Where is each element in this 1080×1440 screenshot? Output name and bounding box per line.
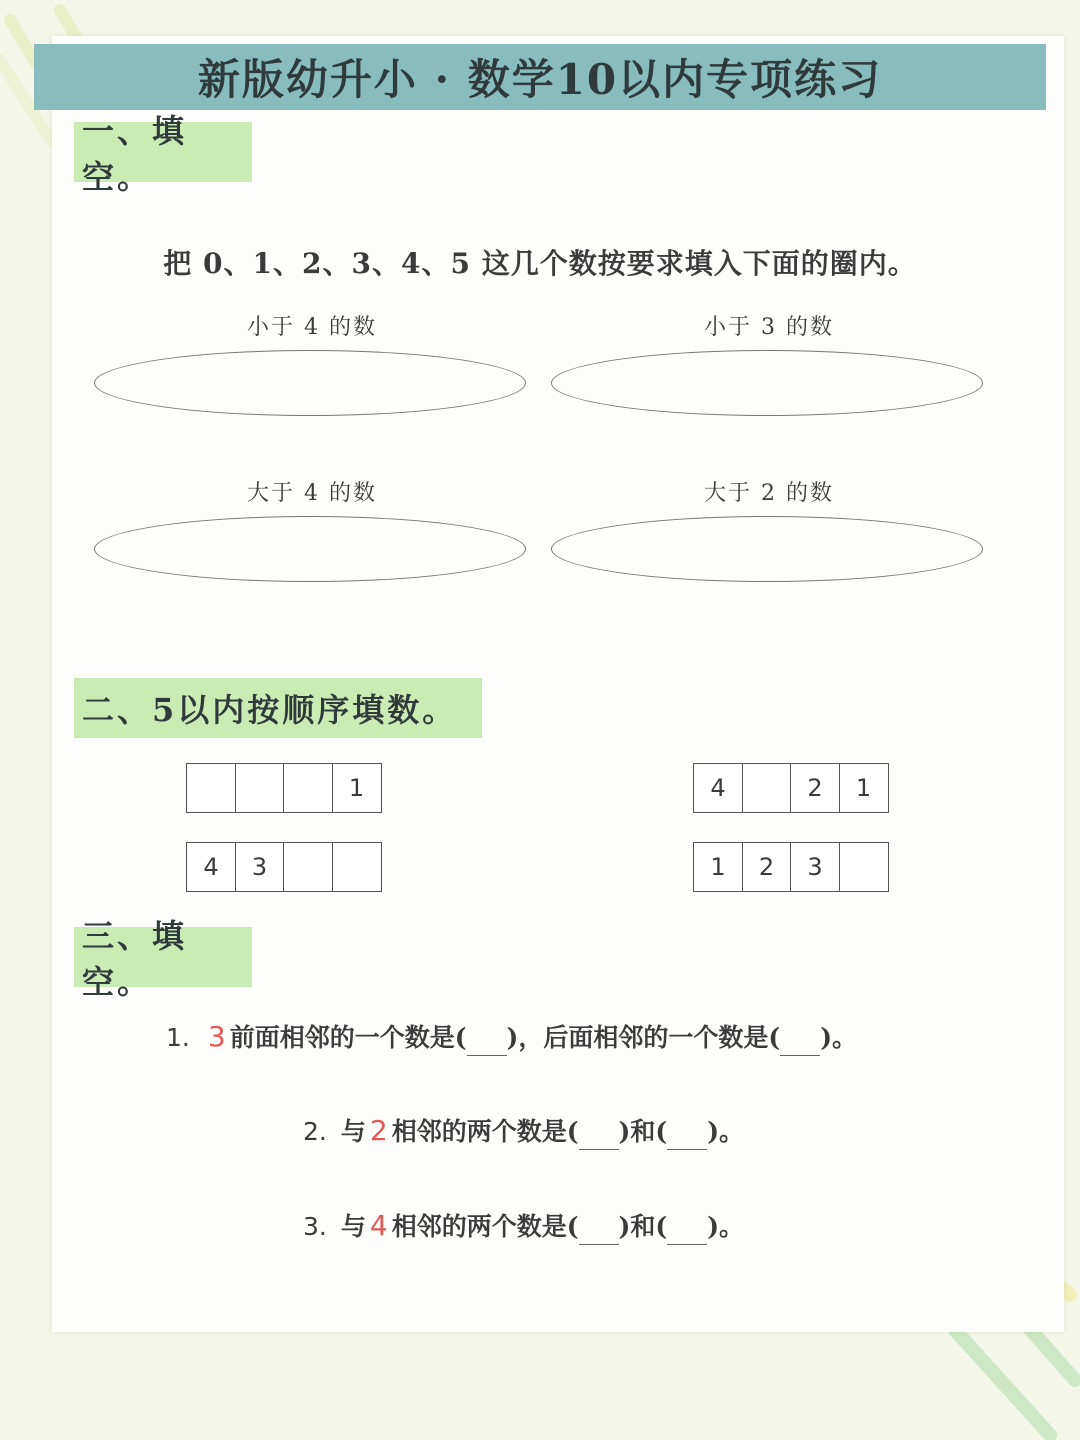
answer-blank[interactable] bbox=[667, 1216, 707, 1245]
number-box[interactable] bbox=[186, 763, 236, 813]
question-number: 2. bbox=[303, 1117, 327, 1146]
number-box[interactable]: 3 bbox=[790, 842, 840, 892]
section-2-heading: 二、5以内按顺序填数。 bbox=[74, 678, 482, 738]
section-3-heading: 三、填空。 bbox=[74, 927, 252, 987]
question-text: 前面相邻的一个数是( bbox=[229, 1023, 467, 1052]
number-box[interactable]: 2 bbox=[790, 763, 840, 813]
number-box[interactable] bbox=[742, 763, 792, 813]
page-title: 新版幼升小 · 数学10以内专项练习 bbox=[197, 55, 883, 104]
oval-label-greater-than-2: 大于 2 的数 bbox=[704, 481, 834, 506]
question-number: 3. bbox=[303, 1212, 327, 1241]
number-box[interactable]: 3 bbox=[235, 842, 285, 892]
number-box[interactable]: 1 bbox=[693, 842, 743, 892]
question-text: )。 bbox=[820, 1023, 858, 1052]
answer-blank[interactable] bbox=[579, 1121, 619, 1150]
section-1-heading: 一、填空。 bbox=[74, 122, 252, 182]
question-text: )，后面相邻的一个数是( bbox=[506, 1023, 781, 1052]
answer-blank[interactable] bbox=[667, 1121, 707, 1150]
answer-blank[interactable] bbox=[780, 1027, 820, 1056]
question-prefix: 与 bbox=[340, 1117, 366, 1146]
section-1-instruction: 把 0、1、2、3、4、5 这几个数按要求填入下面的圈内。 bbox=[163, 247, 917, 280]
number-box-row-1 bbox=[186, 763, 382, 813]
answer-oval-less-than-3[interactable] bbox=[551, 350, 983, 416]
number-box-row-4 bbox=[693, 842, 889, 892]
number-box[interactable]: 4 bbox=[693, 763, 743, 813]
question-text: )和( bbox=[618, 1117, 668, 1146]
number-box[interactable]: 1 bbox=[332, 763, 382, 813]
number-box[interactable] bbox=[283, 763, 333, 813]
question-1 bbox=[166, 1018, 857, 1056]
number-box[interactable]: 2 bbox=[742, 842, 792, 892]
highlight-number: 3 bbox=[207, 1020, 226, 1053]
number-box-row-2 bbox=[693, 763, 889, 813]
oval-label-greater-than-4: 大于 4 的数 bbox=[247, 481, 377, 506]
title-bar bbox=[34, 44, 1046, 110]
question-text: 相邻的两个数是( bbox=[391, 1117, 579, 1146]
number-box[interactable] bbox=[283, 842, 333, 892]
answer-oval-greater-than-2[interactable] bbox=[551, 516, 983, 582]
number-box[interactable]: 1 bbox=[839, 763, 889, 813]
number-box[interactable]: 4 bbox=[186, 842, 236, 892]
highlight-number: 4 bbox=[369, 1209, 388, 1242]
question-3 bbox=[303, 1207, 744, 1245]
question-number: 1. bbox=[166, 1023, 190, 1052]
question-prefix: 与 bbox=[340, 1212, 366, 1241]
number-box-row-3 bbox=[186, 842, 382, 892]
question-2 bbox=[303, 1112, 744, 1150]
answer-blank[interactable] bbox=[579, 1216, 619, 1245]
question-text: )。 bbox=[707, 1117, 745, 1146]
number-box[interactable] bbox=[839, 842, 889, 892]
oval-label-less-than-4: 小于 4 的数 bbox=[247, 315, 377, 340]
number-box[interactable] bbox=[332, 842, 382, 892]
answer-oval-greater-than-4[interactable] bbox=[94, 516, 526, 582]
oval-label-less-than-3: 小于 3 的数 bbox=[704, 315, 834, 340]
number-box[interactable] bbox=[235, 763, 285, 813]
answer-oval-less-than-4[interactable] bbox=[94, 350, 526, 416]
question-text: )和( bbox=[618, 1212, 668, 1241]
question-text: )。 bbox=[707, 1212, 745, 1241]
highlight-number: 2 bbox=[369, 1114, 388, 1147]
question-text: 相邻的两个数是( bbox=[391, 1212, 579, 1241]
answer-blank[interactable] bbox=[467, 1027, 507, 1056]
